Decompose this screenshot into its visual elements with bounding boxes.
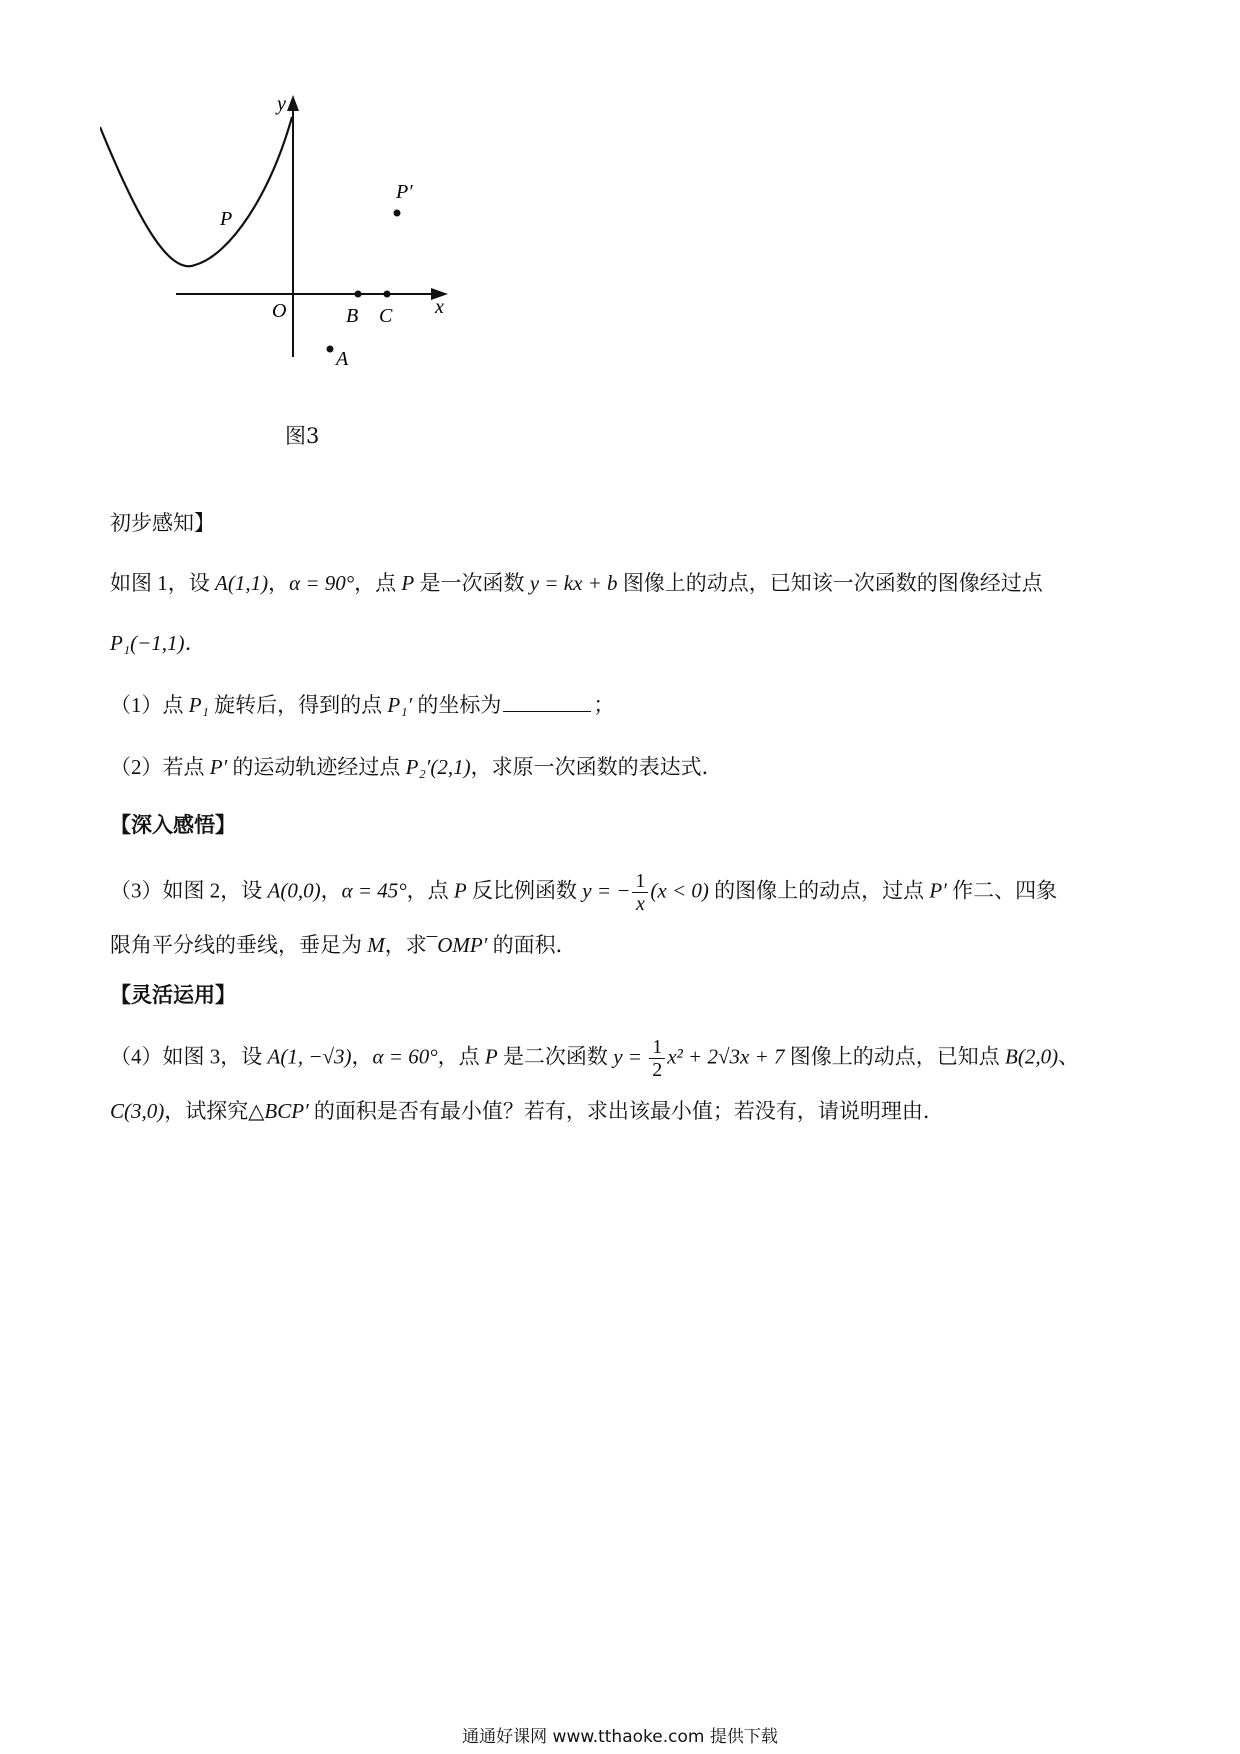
text-segment: ； [593, 693, 615, 717]
text-segment: ， [320, 878, 342, 903]
fraction-numerator: 1 [632, 870, 648, 893]
text-segment: ， [351, 1044, 373, 1069]
label-a: A [336, 348, 349, 370]
point-c-coord: C(3,0) [110, 1099, 165, 1123]
text-segment: ，求原一次函数的表达式． [470, 755, 723, 779]
point-b-coord: B(2,0) [1005, 1044, 1059, 1069]
label-y: y [277, 95, 286, 115]
point-a-coord: A(1, −√3) [267, 1044, 352, 1069]
point-p: P [453, 878, 467, 903]
label-b: B [346, 305, 359, 327]
point-p-prime: P′ [209, 755, 228, 779]
point-p1-prime: P₁′ [387, 693, 413, 717]
text-segment: 图像上的动点，已知该一次函数的图像经过点 [617, 571, 1043, 595]
text-segment: 的面积是否有最小值？若有，求出该最小值；若没有，请说明理由． [308, 1099, 944, 1123]
angle-value: α = 90° [289, 571, 355, 595]
text-segment: 旋转后，得到的点 [208, 693, 388, 717]
page-footer: 通通好课网 www.tthaoke.com 提供下载 [462, 1727, 778, 1747]
text-segment: 限角平分线的垂线，垂足为 [110, 933, 368, 957]
label-origin: O [272, 300, 287, 322]
linear-function: y = kx + b [529, 571, 618, 595]
label-c: C [379, 305, 393, 327]
angle-value: α = 60° [372, 1044, 438, 1069]
point-p-prime [394, 210, 401, 217]
text-segment: （4）如图 3，设 [110, 1044, 268, 1069]
point-m: M [367, 933, 385, 957]
point-p: P [484, 1044, 498, 1069]
text-segment: 作二、四象 [946, 878, 1058, 903]
fraction-numerator: 1 [649, 1036, 665, 1059]
question-1 [110, 690, 614, 720]
text-segment: 的运动轨迹经过点 [227, 755, 406, 779]
text-segment: （2）若点 [110, 755, 210, 779]
answer-blank [503, 691, 591, 712]
point-c [384, 291, 391, 298]
function-lhs: y = [613, 1044, 648, 1069]
point-p1: P₁ [188, 693, 209, 717]
triangle-omp: OMP′ [437, 933, 488, 957]
triangle-bcp: BCP′ [264, 1099, 309, 1123]
text-segment: ，试探究△ [164, 1099, 265, 1123]
text-segment: 的图像上的动点，过点 [708, 878, 930, 903]
text-segment: ，点 [354, 571, 402, 595]
section-heading-deeper: 【深入感悟】 [110, 812, 236, 837]
point-b [355, 291, 362, 298]
function-lhs: y = − [582, 878, 631, 903]
text-segment: 如图 1，设 [110, 571, 215, 595]
figure-3-diagram [100, 95, 520, 455]
text-segment: ， [268, 571, 290, 595]
parabola-curve [100, 117, 292, 266]
domain-condition: (x < 0) [650, 878, 709, 903]
text-segment: ，点 [437, 1044, 485, 1069]
question-3-line1 [110, 870, 1057, 915]
problem-intro-line1 [110, 568, 1043, 598]
section-heading-application: 【灵活运用】 [110, 982, 236, 1007]
text-segment: （3）如图 2，设 [110, 878, 268, 903]
angle-value: α = 45° [341, 878, 407, 903]
label-x: x [435, 296, 444, 318]
y-axis-arrow [287, 95, 299, 111]
fraction [649, 1036, 665, 1081]
text-segment: 是一次函数 [414, 571, 530, 595]
question-3-line2 [110, 930, 577, 960]
question-4-line1 [110, 1036, 1079, 1081]
label-curve-p: P [220, 208, 233, 230]
label-p-prime: P′ [396, 181, 413, 203]
fraction [632, 870, 648, 915]
point-a-coord: A(1,1) [215, 571, 269, 595]
section-heading-initial: 初步感知】 [110, 511, 215, 535]
figure-caption: 图3 [285, 424, 320, 448]
point-a-coord: A(0,0) [267, 878, 321, 903]
point-p: P [401, 571, 415, 595]
point-p-prime: P′ [929, 878, 947, 903]
text-segment: 的坐标为 [412, 693, 502, 717]
fraction-denominator: 2 [652, 1059, 663, 1081]
symbol: ¯ [426, 933, 438, 957]
text-segment: 的面积． [487, 933, 577, 957]
problem-intro-line2: P₁(−1,1)． [110, 631, 206, 655]
text-segment: ，求 [384, 933, 427, 957]
text-segment: 是二次函数 [497, 1044, 614, 1069]
text-segment: 、 [1058, 1044, 1080, 1069]
text-segment: （1）点 [110, 693, 189, 717]
quadratic-expression: x² + 2√3x + 7 [667, 1044, 785, 1069]
point-a [327, 346, 334, 353]
text-segment: 反比例函数 [466, 878, 583, 903]
point-p2-prime: P₂′(2,1) [405, 755, 471, 779]
question-2 [110, 752, 723, 782]
question-4-line2 [110, 1096, 944, 1126]
text-segment: ，点 [406, 878, 454, 903]
text-segment: 图像上的动点，已知点 [784, 1044, 1005, 1069]
fraction-denominator: x [635, 893, 645, 915]
